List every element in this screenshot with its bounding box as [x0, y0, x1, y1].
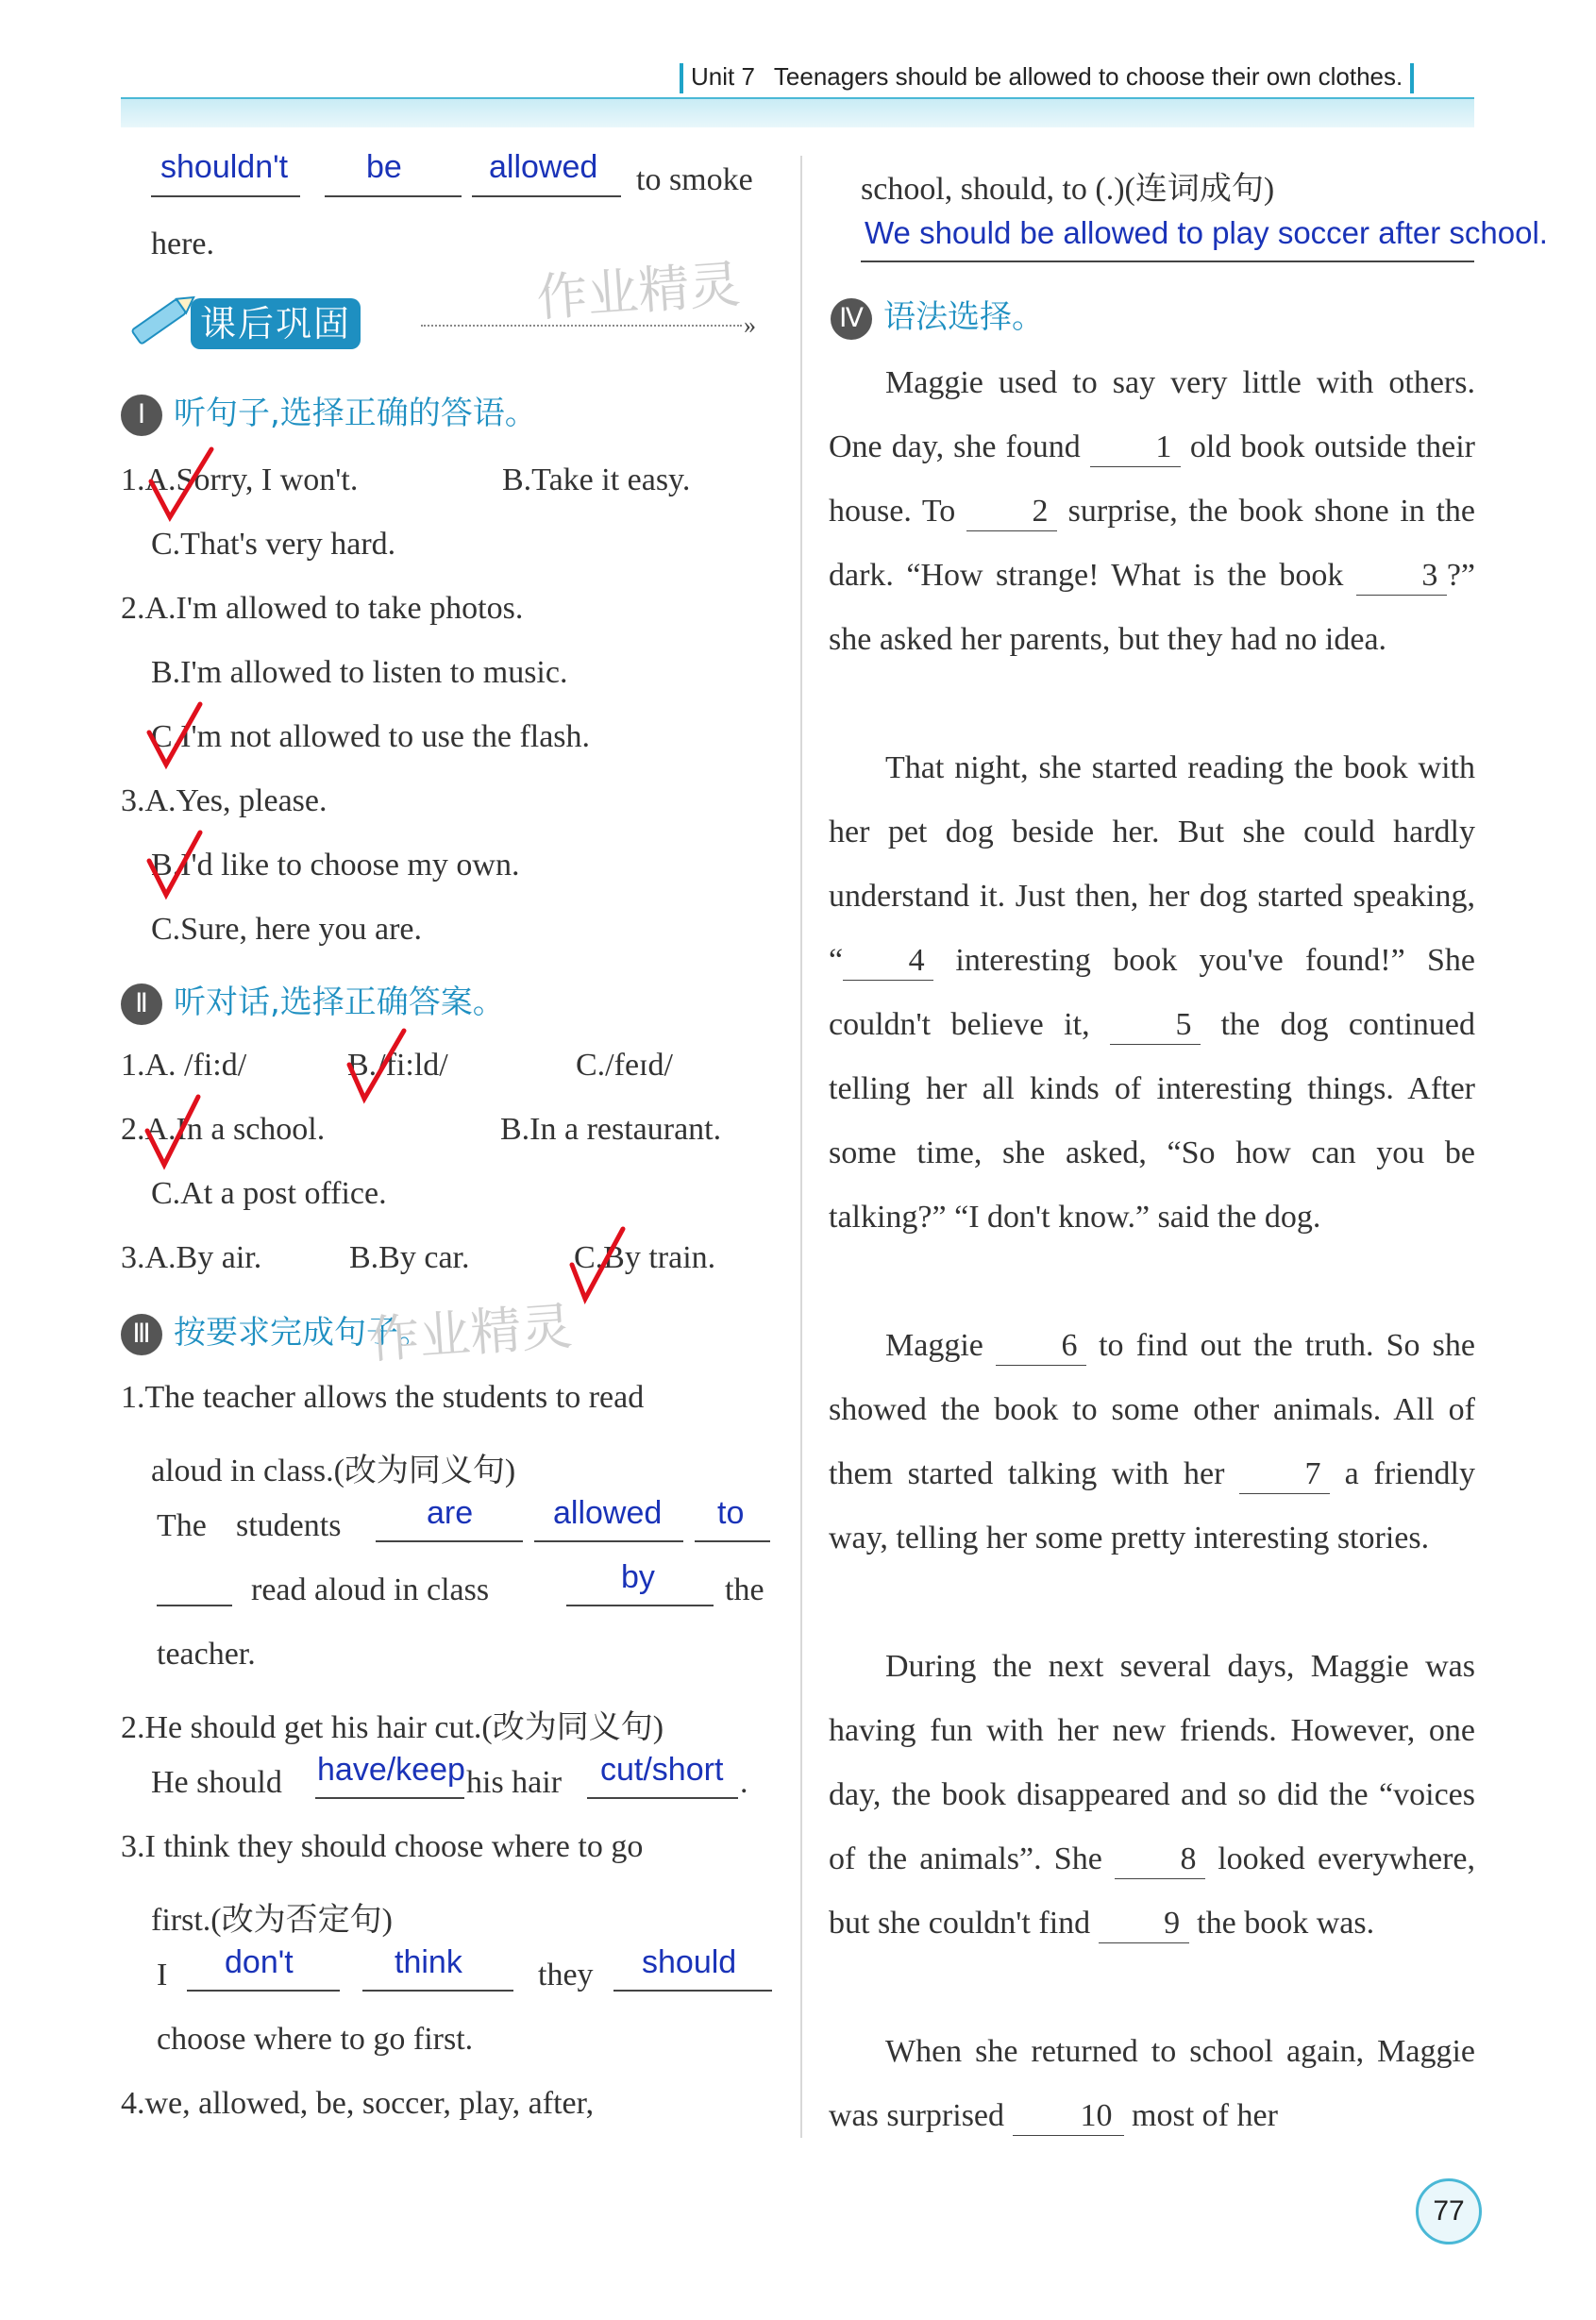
header-band [121, 99, 1474, 127]
section-4-text: 语法选择。 [883, 298, 1044, 336]
answer-allowed: allowed [489, 149, 598, 185]
roman-badge: Ⅱ [121, 983, 162, 1025]
answer-be: be [366, 149, 402, 185]
blank-8: 8 [1115, 1841, 1205, 1879]
text: to find out the truth. So she showed the book to some other animals. All of them started talking with her [829, 1328, 1475, 1491]
unit-label: Unit 7 [691, 62, 755, 91]
blank-6: 6 [996, 1327, 1086, 1366]
l2-option-c: C.At a post office. [151, 1176, 387, 1211]
check-mark-icon [142, 698, 217, 774]
r1-word-the: The [157, 1508, 207, 1543]
passage-paragraph-2 [829, 736, 1475, 1250]
r3-word-i: I [157, 1958, 168, 1992]
blank-line [566, 1605, 714, 1606]
answer-dont: don't [225, 1944, 294, 1980]
l1-option-c: C./feɪd/ [576, 1048, 673, 1083]
q3-option-a: 3.A.Yes, please. [121, 783, 328, 818]
check-mark-icon [142, 827, 217, 902]
blank-line [362, 1990, 513, 1992]
passage-paragraph-1 [829, 351, 1475, 672]
r1-word-the-2: the [725, 1572, 764, 1607]
text: That night, she started reading the book with her pet dog beside her. But she could hardly understand it. Just then, her dog started speaking, “ [829, 750, 1475, 978]
blank-9: 9 [1099, 1905, 1189, 1943]
text: surprise, the book shone in the dark. “How strange! What is the book [829, 494, 1476, 593]
r1-line2: aloud in class.(改为同义句) [151, 1454, 516, 1488]
text: looked everywhere, but she couldn't find [829, 1841, 1475, 1941]
answer-have-keep: have/keep [317, 1752, 465, 1788]
r2-line1: 2.He should get his hair cut.(改为同义句) [121, 1710, 664, 1745]
roman-badge: Ⅳ [831, 298, 872, 340]
check-mark-icon [342, 1025, 417, 1110]
header-bar-end [1410, 63, 1414, 93]
text: When she returned to school again, Maggie was surprised [829, 2034, 1475, 2133]
section-4-title [831, 291, 1044, 340]
blank-line [534, 1540, 683, 1542]
blank-10: 10 [1013, 2097, 1124, 2136]
l3-option-b: B.By car. [349, 1240, 470, 1275]
blank-line [472, 195, 621, 197]
answer-allowed: allowed [553, 1495, 663, 1531]
r1-word-students: students [236, 1508, 342, 1543]
passage-paragraph-4 [829, 1635, 1475, 1956]
q3-option-c: C.Sure, here you are. [151, 912, 423, 947]
text: ?” she asked her parents, but they had no idea. [829, 558, 1476, 657]
blank-7: 7 [1239, 1455, 1330, 1494]
section-1-text: 听句子,选择正确的答语。 [174, 395, 537, 432]
column-divider [800, 156, 802, 2138]
r3-line4: choose where to go first. [157, 2022, 474, 2057]
r1-line4: teacher. [157, 1637, 256, 1672]
q3-option-b: B.I'd like to choose my own. [151, 848, 520, 883]
l3-option-c: C.By train. [574, 1240, 716, 1275]
text: Maggie [885, 1328, 983, 1363]
answer-think: think [395, 1944, 462, 1980]
roman-badge: Ⅰ [121, 395, 162, 436]
blank-3: 3 [1356, 557, 1447, 596]
blank-2: 2 [966, 493, 1057, 531]
passage-paragraph-3 [829, 1314, 1475, 1571]
answer-line [861, 261, 1474, 262]
blank-line [325, 195, 462, 197]
check-mark-icon [564, 1223, 640, 1308]
r3-line1: 3.I think they should choose where to go [121, 1829, 644, 1864]
blank-line [587, 1797, 738, 1799]
q2-option-b: B.I'm allowed to listen to music. [151, 655, 568, 690]
text: Maggie used to say very little with others. One day, she found [829, 365, 1475, 464]
page-number: 77 [1416, 2178, 1482, 2244]
answer-are: are [427, 1495, 474, 1531]
header-bar [680, 63, 683, 93]
answer-cut-short: cut/short [600, 1752, 724, 1788]
watermark: 作业精灵 [366, 1296, 575, 1370]
text: most of her [1132, 2098, 1278, 2133]
section-1-title [121, 387, 537, 436]
text: the book was. [1197, 1906, 1375, 1941]
section-title: 课后巩固 [191, 298, 361, 349]
r3-line2: first.(改为否定句) [151, 1903, 393, 1938]
blank-4: 4 [843, 942, 933, 981]
arrow-icon: » [744, 311, 756, 339]
blank-line [157, 1605, 232, 1606]
l1-option-a: 1.A. /fi:d/ [121, 1048, 247, 1083]
r1-line1: 1.The teacher allows the students to read [121, 1380, 645, 1415]
text: During the next several days, Maggie was having fun with her new friends. However, one day, the book disappeared and so did the “voices of the animals”. She [829, 1649, 1475, 1876]
text: a friendly way, telling her some pretty interesting stories. [829, 1456, 1475, 1555]
watermark: 作业精灵 [534, 254, 743, 328]
text: the dog continued telling her all kinds of interesting things. After some time, she asked, “So how can you be talking?” “I don't know.” said the dog. [829, 1007, 1475, 1235]
blank-line [695, 1540, 770, 1542]
q2-option-c: C.I'm not allowed to use the flash. [151, 719, 591, 754]
section-2-text: 听对话,选择正确答案。 [174, 983, 505, 1021]
l1-option-b: B./fi:ld/ [347, 1048, 448, 1083]
blank-1: 1 [1090, 429, 1181, 467]
r3-word-they: they [538, 1958, 594, 1992]
q1-option-b: B.Take it easy. [502, 462, 691, 497]
r4-answer: We should be allowed to play soccer after school. [865, 215, 1548, 250]
check-mark-icon [140, 1091, 215, 1176]
r2-he-should: He should [151, 1765, 282, 1800]
answer-by: by [621, 1559, 655, 1595]
section-3-text: 按要求完成句子。 [174, 1314, 430, 1352]
check-mark-icon [143, 444, 219, 529]
header-title: Teenagers should be allowed to choose their own clothes. [773, 62, 1403, 91]
l3-option-a: 3.A.By air. [121, 1240, 262, 1275]
blank-line [151, 195, 300, 197]
blank-line [613, 1990, 772, 1992]
blank-line [315, 1797, 464, 1799]
passage-paragraph-5 [829, 2020, 1475, 2148]
r1-mid: read aloud in class [251, 1572, 490, 1607]
sentence-tail: to smoke [636, 162, 753, 197]
q1-option-c: C.That's very hard. [151, 527, 396, 562]
page-header [672, 62, 1421, 93]
section-2-title [121, 976, 505, 1025]
l2-option-b: B.In a restaurant. [500, 1112, 722, 1147]
r4-continued: school, should, to (.)(连词成句) [861, 172, 1275, 207]
blank-line [187, 1990, 340, 1992]
answer-should: should [642, 1944, 737, 1980]
q2-option-a: 2.A.I'm allowed to take photos. [121, 591, 524, 626]
q1-option-a: 1.A.Sorry, I won't. [121, 462, 359, 497]
r2-his-hair: his hair [466, 1765, 563, 1800]
text: interesting book you've found!” She couldn't believe it, [829, 943, 1476, 1042]
sentence-line2: here. [151, 227, 215, 261]
text: old book outside their house. To [829, 429, 1476, 529]
roman-badge: Ⅲ [121, 1314, 162, 1355]
blank-line [376, 1540, 523, 1542]
blank-5: 5 [1110, 1006, 1201, 1045]
answer-to: to [717, 1495, 745, 1531]
r4-line1: 4.we, allowed, be, soccer, play, after, [121, 2086, 595, 2121]
r2-period: . [740, 1765, 748, 1800]
l2-option-a: 2.A.In a school. [121, 1112, 326, 1147]
answer-shouldnt: shouldn't [160, 149, 289, 185]
